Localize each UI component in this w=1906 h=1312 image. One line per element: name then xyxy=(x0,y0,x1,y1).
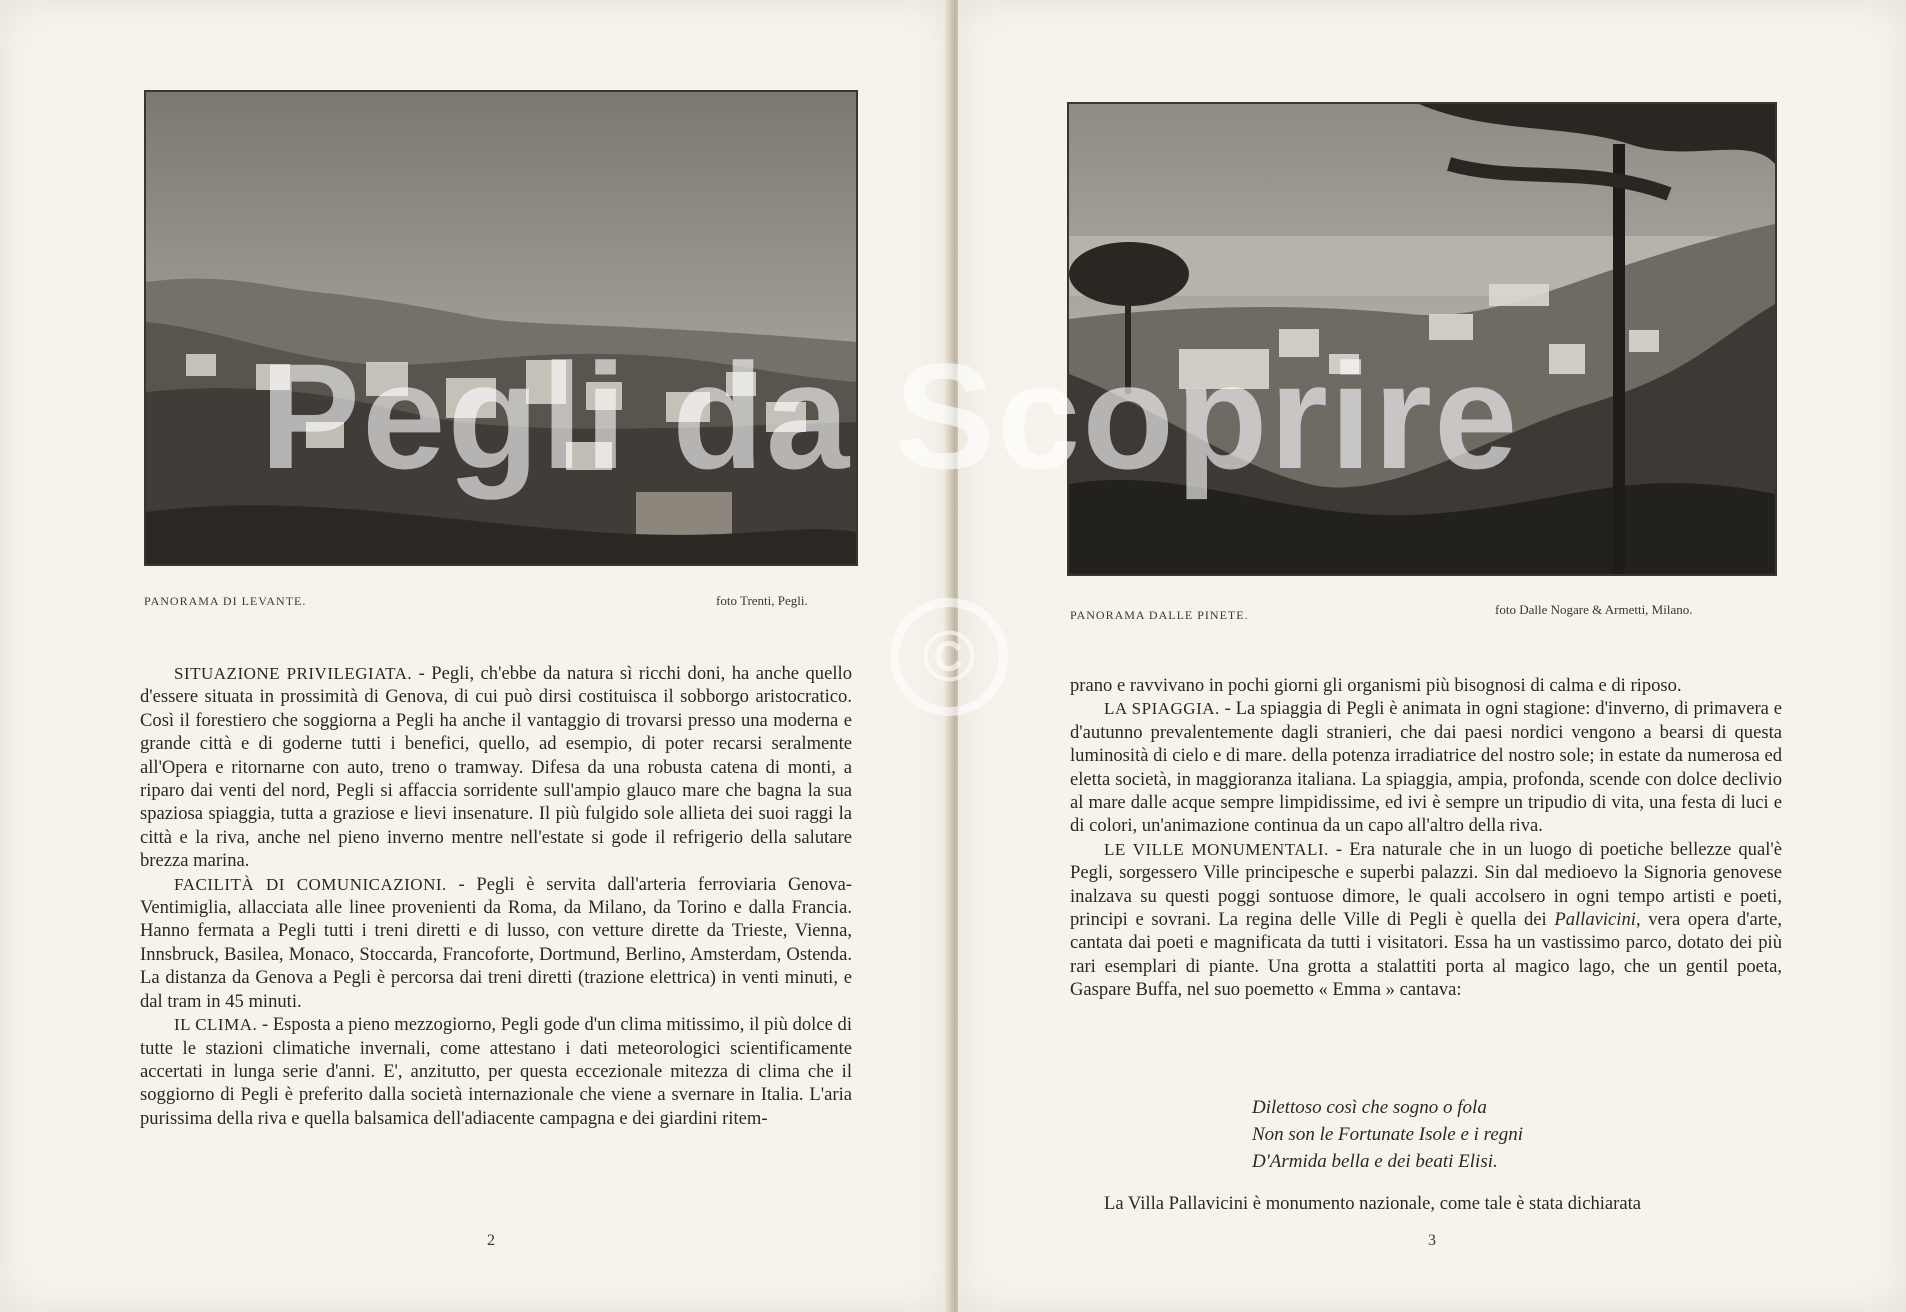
panorama-levante-photo xyxy=(144,90,858,566)
paragraph-body: - Esposta a pieno mezzogiorno, Pegli gode d'un clima mitissimo, il più dolce di tutte le stazioni climatiche invernali, come attestano i dati meteorologici scientificamente accertati in lunga serie d'anni. E', anzitutto, per questa eccezionale mitezza di clima che il soggiorno di Pegli è preferito dalla società internazionale che viene a svernare in Italia. L'aria purissima della riva e quella balsamica dell'adiacente campagna e dei giardini ritem- xyxy=(140,1014,852,1129)
verse-line: Dilettoso così che sogno o fola xyxy=(1252,1097,1487,1118)
verse-line: D'Armida bella e dei beati Elisi. xyxy=(1252,1151,1498,1172)
photo-caption: PANORAMA DI LEVANTE. xyxy=(144,594,307,608)
left-page xyxy=(0,0,950,1312)
photo-caption: PANORAMA DALLE PINETE. xyxy=(1070,608,1249,622)
verse-line: Non son le Fortunate Isole e i regni xyxy=(1252,1124,1524,1145)
paragraph-situazione xyxy=(140,662,852,873)
page-number: 3 xyxy=(1428,1232,1436,1249)
heading: IL CLIMA. xyxy=(174,1015,258,1035)
paragraph-body: - Era naturale che in un luogo di poetiche bellezze qual'è Pegli, sorgessero Ville principesche e superbi palazzi. Sin dal medioevo la Signoria genovese inalzava su questi poggi sontuose dimore, le quali accolsero in ogni tempo artisti e poeti, principi e sovrani. La regina delle Ville di Pegli è quella dei xyxy=(1070,838,1783,931)
page-number: 2 xyxy=(487,1232,495,1249)
panorama-pinete-photo xyxy=(1067,102,1777,576)
paragraph-ville xyxy=(1070,838,1782,1002)
poem-verse xyxy=(1252,1094,1523,1175)
heading: FACILITÀ DI COMUNICAZIONI. xyxy=(174,874,447,894)
heading: LA SPIAGGIA. xyxy=(1104,699,1220,719)
emphasis-pallavicini: Pallavicini xyxy=(1554,909,1636,931)
closing-line xyxy=(1070,1192,1782,1215)
heading: LE VILLE MONUMENTALI. xyxy=(1104,839,1329,859)
heading: SITUAZIONE PRIVILEGIATA. xyxy=(174,664,413,683)
paragraph-spiaggia xyxy=(1070,697,1782,837)
right-page-text xyxy=(1070,674,1782,1002)
photo-credit: foto Dalle Nogare & Armetti, Milano. xyxy=(1495,602,1693,617)
photo-credit: foto Trenti, Pegli. xyxy=(716,593,808,608)
copyright-icon: © xyxy=(890,598,1008,716)
paragraph-body: - Pegli è servita dall'arteria ferroviaria Genova-Ventimiglia, allacciata alle linee provenienti da Roma, da Milano, da Torino e dalla Francia. Hanno fermata a Pegli tutti i treni diretti e di lusso, con vetture dirette da Trieste, Vienna, Innsbruck, Basilea, Monaco, Stoccarda, Francoforte, Dortmund, Berlino, Amsterdam, Ostenda. La distanza da Genova a Pegli è percorsa dai treni diretti (trazione elettrica) in venti minuti, e dal tram in 45 minuti. xyxy=(140,873,853,1012)
left-page-text xyxy=(140,662,852,1130)
paragraph-comunicazioni xyxy=(140,873,852,1013)
right-page xyxy=(958,0,1906,1312)
paragraph-body: , vera opera d'arte, cantata dai poeti e magnificata da tutti i visitatori. Essa ha un vastissimo parco, dotato dei più rari esemplari di piante. Una grotta a stalattiti porta al magico lago, che un gentil poeta, Gaspare Buffa, nel suo poemetto « Emma » cantava: xyxy=(1070,909,1782,1001)
paragraph-clima xyxy=(140,1013,852,1130)
paragraph-closing: La Villa Pallavicini è monumento nazionale, come tale è stata dichiarata xyxy=(1104,1193,1642,1214)
watermark-text: Pegli da Scoprire xyxy=(260,332,1520,500)
paragraph-body: - La spiaggia di Pegli è animata in ogni stagione: d'inverno, di primavera e d'autunno prevalentemente dagli stranieri, che dai paesi nordici vengono a bearsi di questa luminosità di cielo e di mare. della potenza irradiatrice del nostro sole; in estate da numerosa ed eletta società, in maggioranza italiana. La spiaggia, ampia, profonda, scende con dolce declivio al mare dalle acque sempre limpidissime, ed ivi è sempre un tripudio di vita, una festa di luci e di colori, un'animazione continua da un capo all'altro della riva. xyxy=(1070,698,1782,837)
paragraph-continuation: prano e ravvivano in pochi giorni gli organismi più bisognosi di calma e di riposo. xyxy=(1070,675,1682,696)
paragraph-body: - Pegli, ch'ebbe da natura sì ricchi doni, ha anche quello d'essere situata in prossimità di Genova, di cui può dirsi costituisca il sobborgo aristocratico. Così il forestiero che soggiorna a Pegli ha anche il vantaggio di trovarsi presso una moderna e grande città e di goderne tutti i benefici, quello, ad esempio, di poter recarsi seralmente all'Opera e ritornarne con auto, treno o tramway. Difesa da una robusta catena di monti, a riparo dai venti del nord, Pegli si affaccia sorridente sull'ampio glauco mare che bagna la sua spaziosa spiaggia, tutta a graziose e lievi insenature. Il più fulgido sole allieta dei suoi raggi la città e la riva, anche nel pieno inverno mentre nell'estate si gode il refrigerio della salutare brezza marina. xyxy=(140,663,852,872)
